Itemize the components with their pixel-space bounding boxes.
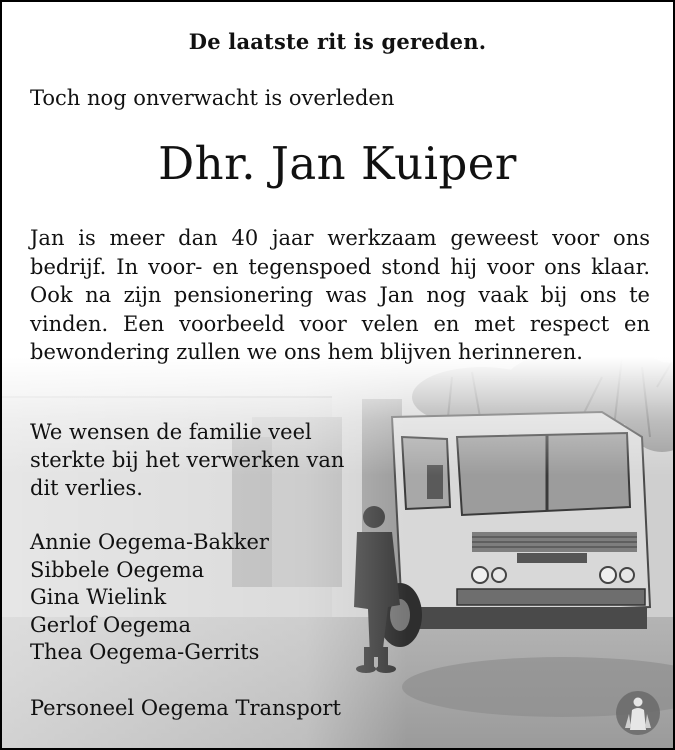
tribute-paragraph: Jan is meer dan 40 jaar werkzaam geweest voor ons bedrijf. In voor- en tegenspoed stond hij voor ons klaar. Ook na zijn pensionering was Jan nog vaak bij ons te vinden. Een voorbeeld voor velen en met respect en bewondering zullen we ons hem blijven herinneren. (30, 226, 650, 364)
memorial-figure-icon (615, 690, 661, 736)
signatory: Gerlof Oegema (30, 612, 191, 637)
sender-line: Personeel Oegema Transport (30, 696, 341, 720)
condolence-paragraph: We wensen de familie veel sterkte bij het verwerken van dit verlies. (30, 420, 345, 500)
signatory-list (30, 529, 269, 667)
intro-line: Toch nog onverwacht is overleden (30, 86, 395, 110)
signatory: Gina Wielink (30, 585, 167, 609)
signatory: Thea Oegema-Gerrits (30, 640, 260, 664)
signatory: Sibbele Oegema (30, 557, 205, 582)
deceased-name: Dhr. Jan Kuiper (158, 137, 517, 190)
notice-heading: De laatste rit is gereden. (188, 29, 487, 54)
signatory: Annie Oegema-Bakker (30, 530, 269, 554)
